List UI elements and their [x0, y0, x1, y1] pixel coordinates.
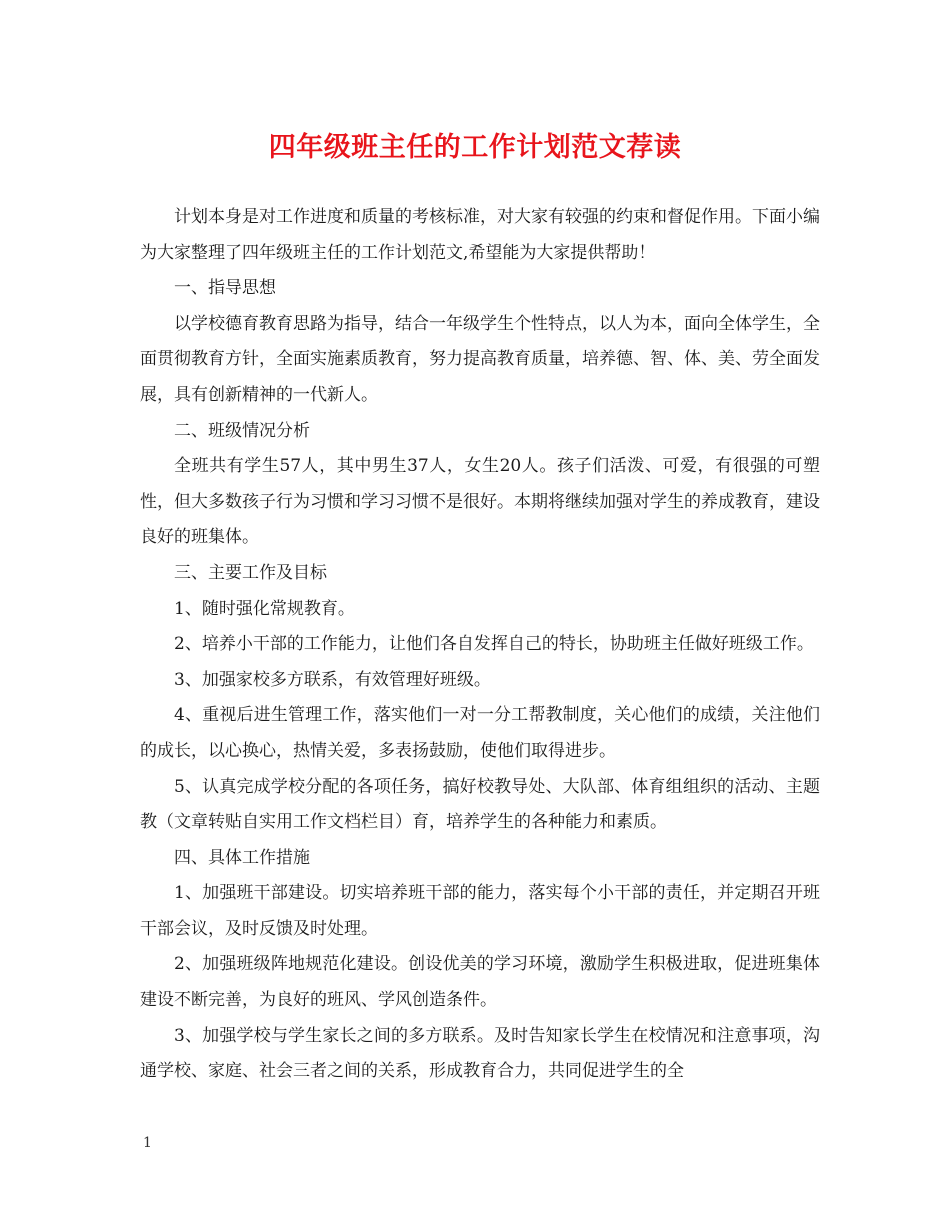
section-heading-work-measures: 四、具体工作措施 — [174, 847, 310, 868]
paragraph-intro: 计划本身是对工作进度和质量的考核标准，对大家有较强的约束和督促作用。下面小编为大家整理了四年级班主任的工作计划范文,希望能为大家提供帮助！ — [140, 207, 820, 263]
list-item-goal-1: 1、随时强化常规教育。 — [174, 598, 355, 619]
list-item-measure-2: 2、加强班级阵地规范化建设。创设优美的学习环境，激励学生积极进取，促进班集体建设不断完善，为良好的班风、学风创造条件。 — [140, 954, 820, 1011]
list-item-goal-4: 4、重视后进生管理工作，落实他们一对一分工帮教制度，关心他们的成绩，关注他们的成长，以心换心，热情关爱，多表扬鼓励，使他们取得进步。 — [140, 705, 820, 761]
document-body — [140, 200, 820, 1090]
page-number: 1 — [143, 1135, 152, 1151]
section-heading-main-work-goals: 三、主要工作及目标 — [174, 562, 327, 583]
list-item-measure-3: 3、加强学校与学生家长之间的多方联系。及时告知家长学生在校情况和注意事项，沟通学校、家庭、社会三者之间的关系，形成教育合力，共同促进学生的全 — [140, 1025, 820, 1082]
section-heading-guiding-ideology: 一、指导思想 — [174, 278, 276, 299]
paragraph-guiding-ideology: 以学校德育教育思路为指导，结合一年级学生个性特点，以人为本，面向全体学生，全面贯彻教育方针，全面实施素质教育，努力提高教育质量，培养德、智、体、美、劳全面发展，具有创新精神的一代新人。 — [140, 313, 820, 405]
list-item-goal-5: 5、认真完成学校分配的各项任务，搞好校教导处、大队部、体育组组织的活动、主题教（文章转贴自实用工作文档栏目）育，培养学生的各种能力和素质。 — [140, 776, 820, 833]
paragraph-class-analysis: 全班共有学生57人，其中男生37人，女生20人。孩子们活泼、可爱，有很强的可塑性，但大多数孩子行为习惯和学习习惯不是很好。本期将继续加强对学生的养成教育，建设良好的班集体。 — [140, 456, 820, 548]
document-title: 四年级班主任的工作计划范文荐读 — [268, 132, 682, 163]
list-item-goal-2: 2、培养小干部的工作能力，让他们各自发挥自己的特长，协助班主任做好班级工作。 — [174, 634, 814, 655]
list-item-measure-1: 1、加强班干部建设。切实培养班干部的能力，落实每个小干部的责任，并定期召开班干部会议，及时反馈及时处理。 — [140, 883, 820, 939]
list-item-goal-3: 3、加强家校多方联系，有效管理好班级。 — [174, 669, 491, 690]
section-heading-class-analysis: 二、班级情况分析 — [174, 420, 310, 441]
